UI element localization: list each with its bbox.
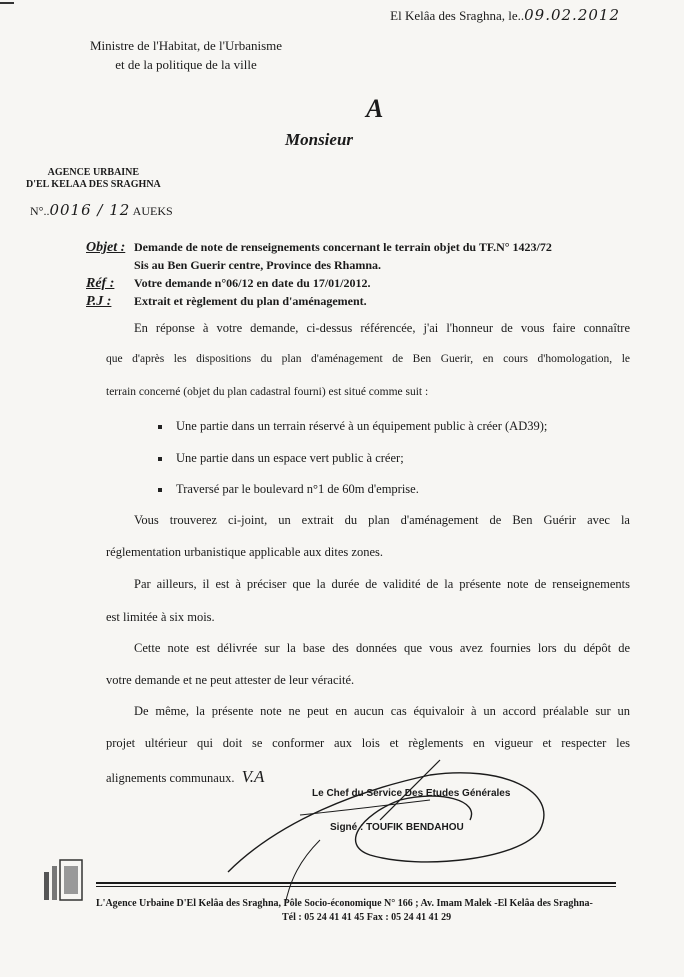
ministry-line-1: Ministre de l'Habitat, de l'Urbanisme — [90, 38, 283, 53]
handwritten-date: 09.02.2012 — [524, 6, 620, 24]
objet-line-2: Sis au Ben Guerir centre, Province des Rhamna. — [134, 258, 381, 272]
place-date-prefix: El Kelâa des Sraghna, le.. — [390, 8, 525, 23]
p1-line-2: que d'après les dispositions du plan d'aménagement de Ben Guerir, en cours d'homologation, le — [106, 353, 630, 365]
bullet-text: Une partie dans un terrain réservé à un équipement public à créer (AD39); — [176, 419, 548, 433]
footer-rule-bottom — [96, 886, 616, 887]
signatory-name: Signé : TOUFIK BENDAHOU — [330, 822, 464, 833]
recipient-monsieur: Monsieur — [285, 130, 354, 149]
p5-line-3-text: alignements communaux. — [106, 771, 235, 785]
objet-label: Objet : — [86, 240, 126, 255]
p1-line-3: terrain concerné (objet du plan cadastral fourni) est situé comme suit : — [106, 386, 429, 398]
ref-label: Réf : — [86, 276, 115, 291]
bullet-text: Traversé par le boulevard n°1 de 60m d'emprise. — [176, 482, 419, 496]
addressee-a: A — [366, 94, 384, 123]
number-suffix: AUEKS — [132, 204, 173, 218]
ref-text: Votre demande n°06/12 en date du 17/01/2012. — [134, 276, 371, 290]
number-handwritten: 0016 / 12 — [49, 201, 131, 219]
signatory-title: Le Chef du Service Des Etudes Générales — [312, 788, 511, 799]
footer-contact: Tél : 05 24 41 41 45 Fax : 05 24 41 41 29 — [282, 912, 452, 923]
handwritten-initials: V.A — [241, 767, 265, 786]
bullet-text: Une partie dans un espace vert public à créer; — [176, 451, 404, 465]
number-prefix: N°.. — [30, 204, 50, 218]
objet-line-1: Demande de note de renseignements concernant le terrain objet du TF.N° 1423/72 — [134, 240, 552, 254]
p3-line-2: est limitée à six mois. — [106, 610, 215, 624]
footer-address: L'Agence Urbaine D'El Kelâa des Sraghna, Pôle Socio-économique N° 166 ; Av. Imam Malek -El Kelâa des Sraghna- — [96, 898, 593, 909]
p1-line-1: En réponse à votre demande, ci-dessus référencée, j'ai l'honneur de vous faire connaître — [134, 321, 630, 335]
agency-line-1: AGENCE URBAINE — [47, 167, 140, 178]
p5-line-2: projet ultérieur qui doit se conformer aux lois et règlements en vigueur et respecter les — [106, 736, 630, 750]
p2-line-1: Vous trouverez ci-joint, un extrait du plan d'aménagement de Ben Guérir avec la — [134, 513, 630, 527]
p4-line-2: votre demande et ne peut attester de leur véracité. — [106, 673, 355, 687]
p2-line-2: réglementation urbanistique applicable aux dites zones. — [106, 545, 383, 559]
p3-line-1: Par ailleurs, il est à préciser que la durée de validité de la présente note de renseignements — [134, 577, 630, 591]
p5-line-1: De même, la présente note ne peut en aucun cas équivaloir à un accord préalable sur un — [134, 704, 630, 718]
footer-rule-top — [96, 882, 616, 884]
pj-text: Extrait et règlement du plan d'aménagement. — [134, 294, 367, 308]
p4-line-1: Cette note est délivrée sur la base des données que vous avez fournies lors du dépôt de — [134, 641, 630, 655]
pj-label: P.J : — [86, 294, 112, 309]
agency-line-2: D'EL KELAA DES SRAGHNA — [26, 179, 161, 190]
ministry-line-2: et de la politique de la ville — [115, 57, 257, 72]
